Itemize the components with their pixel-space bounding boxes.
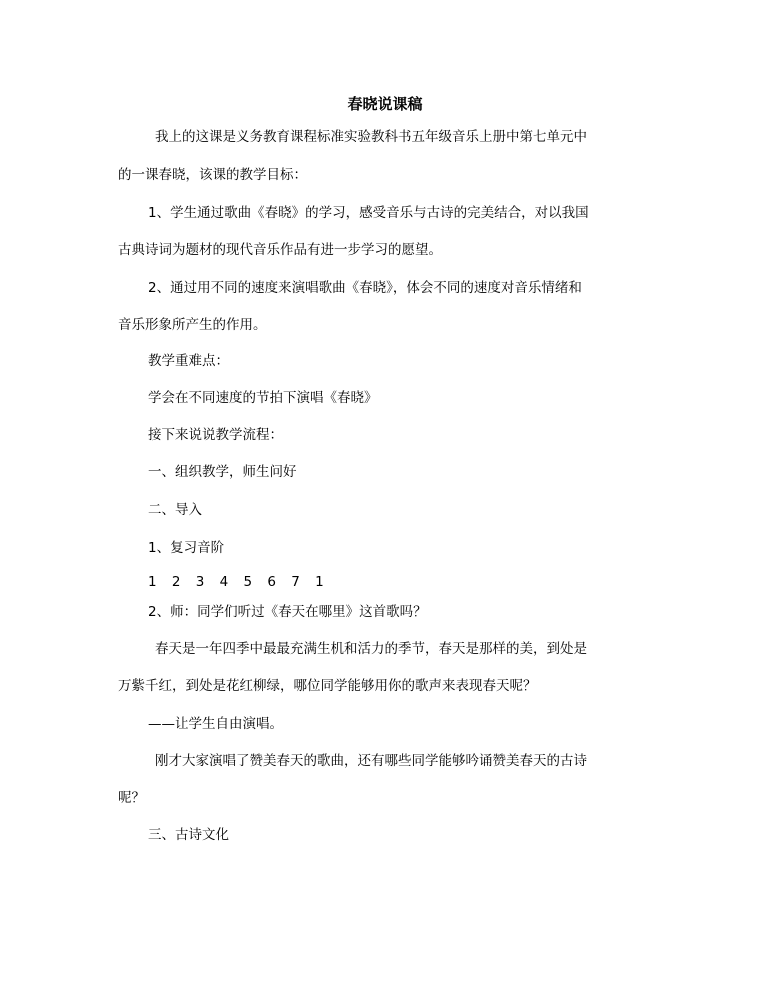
- paragraph-line: 春天是一年四季中最最充满生机和活力的季节，春天是那样的美，到处是: [155, 641, 587, 657]
- paragraph-line: 音乐形象所产生的作用。: [118, 317, 267, 333]
- paragraph-line: 刚才大家演唱了赞美春天的歌曲，还有哪些同学能够吟诵赞美春天的古诗: [155, 753, 587, 769]
- paragraph-line: 1、复习音阶: [148, 540, 225, 556]
- section-heading: 教学重难点：: [148, 353, 229, 369]
- document-title: 春晓说课稿: [347, 95, 423, 113]
- paragraph-line: 古典诗词为题材的现代音乐作品有进一步学习的愿望。: [118, 242, 442, 258]
- paragraph-line: 的一课春晓，该课的教学目标：: [118, 167, 307, 183]
- section-heading: 一、组织教学，师生问好: [148, 464, 297, 480]
- paragraph-line: 万紫千红，到处是花红柳绿，哪位同学能够用你的歌声来表现春天呢？: [118, 678, 537, 694]
- section-heading: 二、导入: [148, 502, 202, 518]
- paragraph-line: 2、通过用不同的速度来演唱歌曲《春晓》，体会不同的速度对音乐情绪和: [148, 280, 582, 296]
- paragraph-line: 2、师：同学们听过《春天在哪里》这首歌吗？: [148, 604, 427, 620]
- paragraph-line: 呢？: [118, 790, 145, 806]
- paragraph-line: 学会在不同速度的节拍下演唱《春晓》: [148, 390, 378, 406]
- paragraph-line: 1、学生通过歌曲《春晓》的学习，感受音乐与古诗的完美结合，对以我国: [148, 205, 589, 221]
- scale-numbers: 1 2 3 4 5 6 7 1: [148, 574, 330, 590]
- paragraph-line: 我上的这课是义务教育课程标准实验教科书五年级音乐上册中第七单元中: [155, 129, 587, 145]
- paragraph-line: 接下来说说教学流程：: [148, 427, 283, 443]
- section-heading: 三、古诗文化: [148, 827, 229, 843]
- paragraph-line: ——让学生自由演唱。: [148, 716, 283, 732]
